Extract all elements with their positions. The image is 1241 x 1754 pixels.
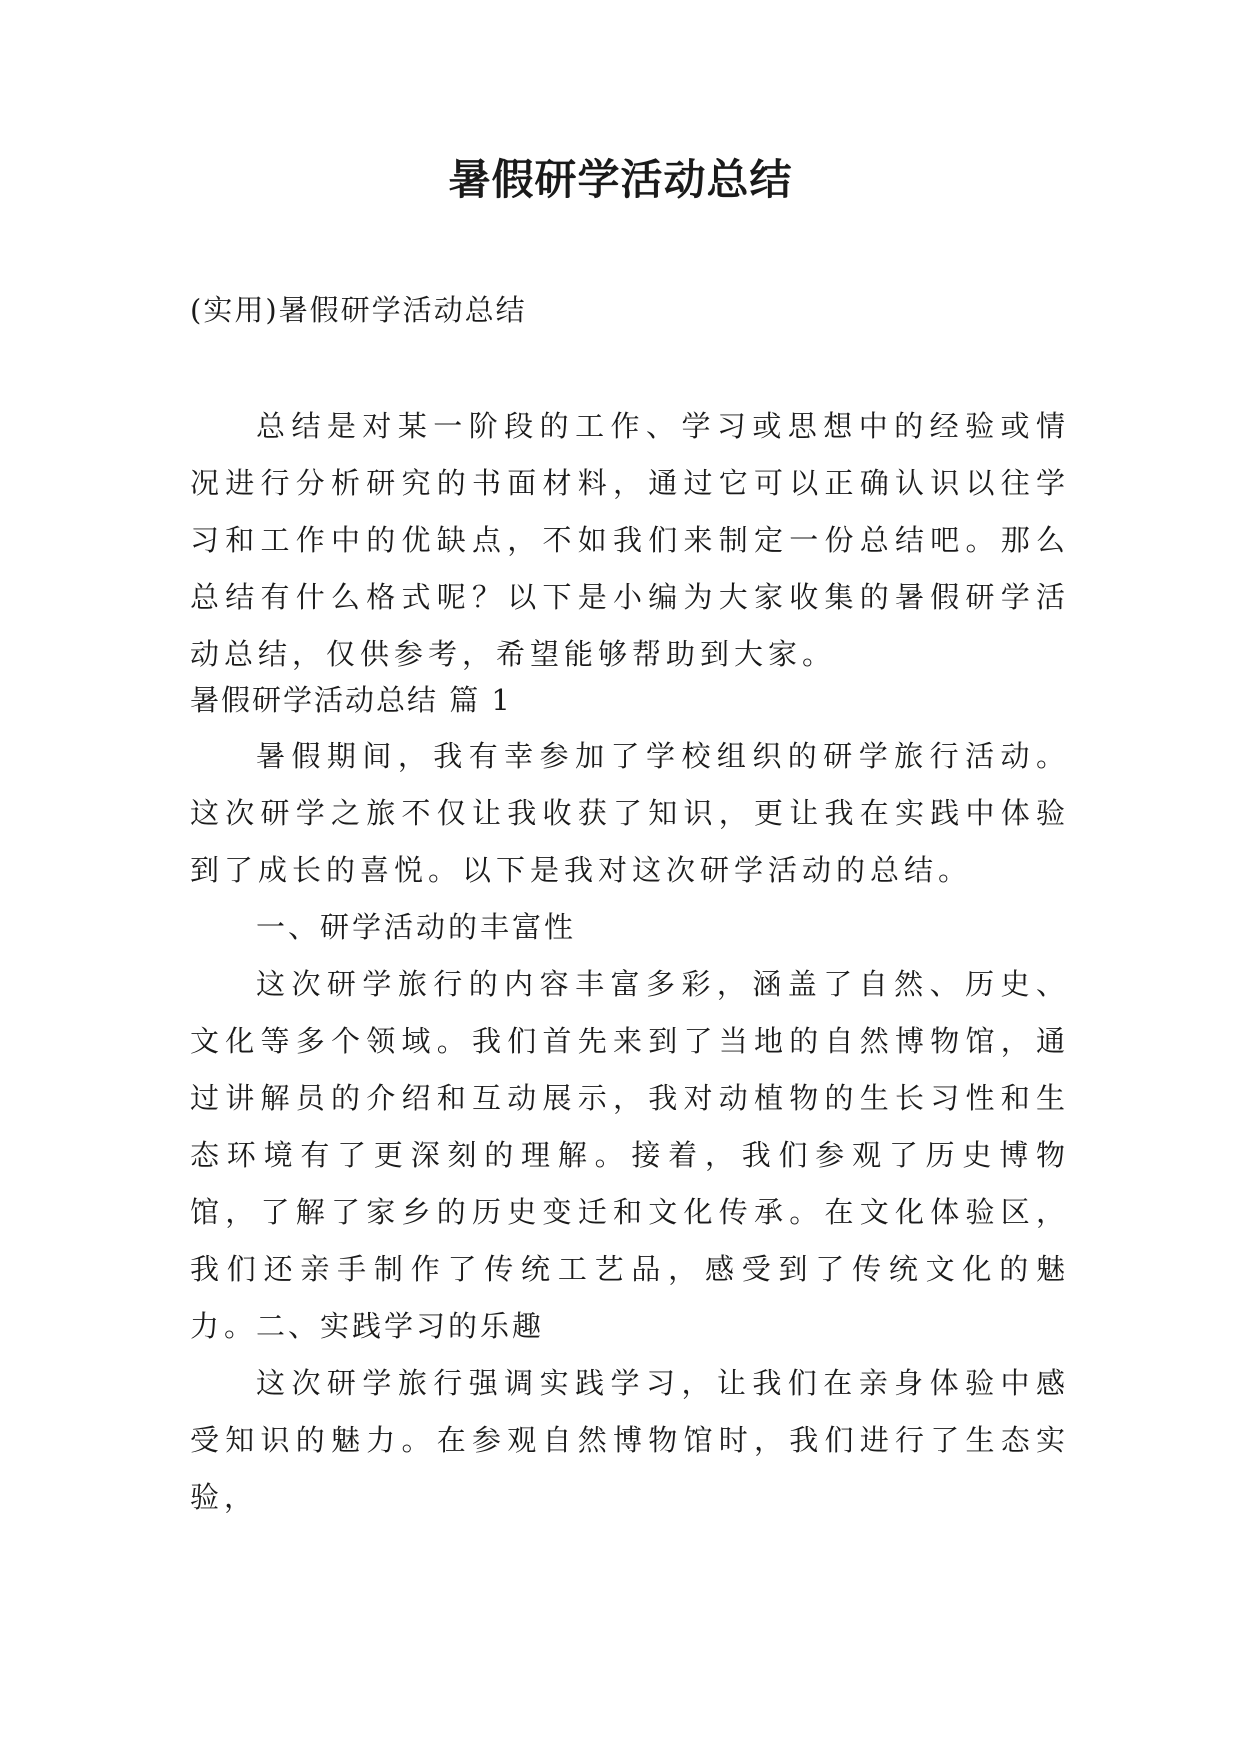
section-heading-2: 二、实践学习的乐趣	[256, 1309, 545, 1343]
body-paragraph-1: 暑假期间，我有幸参加了学校组织的研学旅行活动。这次研学之旅不仅让我收获了知识，更让我在实践中体验到了成长的喜悦。以下是我对这次研学活动的总结。	[190, 739, 1070, 887]
section-heading-1: 一、研学活动的丰富性	[256, 910, 577, 944]
section-title: 暑假研学活动总结 篇 1	[190, 683, 512, 717]
document-title: 暑假研学活动总结	[448, 155, 793, 204]
document-subtitle: (实用)暑假研学活动总结	[190, 293, 527, 327]
body-paragraph-3: 这次研学旅行强调实践学习，让我们在亲身体验中感受知识的魅力。在参观自然博物馆时，我们进行了生态实验，	[190, 1366, 1070, 1514]
intro-paragraph: 总结是对某一阶段的工作、学习或思想中的经验或情况进行分析研究的书面材料，通过它可以正确认识以往学习和工作中的优缺点，不如我们来制定一份总结吧。那么总结有什么格式呢？以下是小编为大家收集的暑假研学活动总结，仅供参考，希望能够帮助到大家。	[190, 409, 1070, 671]
body-paragraph-2: 这次研学旅行的内容丰富多彩，涵盖了自然、历史、文化等多个领域。我们首先来到了当地的自然博物馆，通过讲解员的介绍和互动展示，我对动植物的生长习性和生态环境有了更深刻的理解。接着，我们参观了历史博物馆，了解了家乡的历史变迁和文化传承。在文化体验区，我们还亲手制作了传统工艺品，感受到了传统文化的魅力。	[190, 967, 1070, 1343]
